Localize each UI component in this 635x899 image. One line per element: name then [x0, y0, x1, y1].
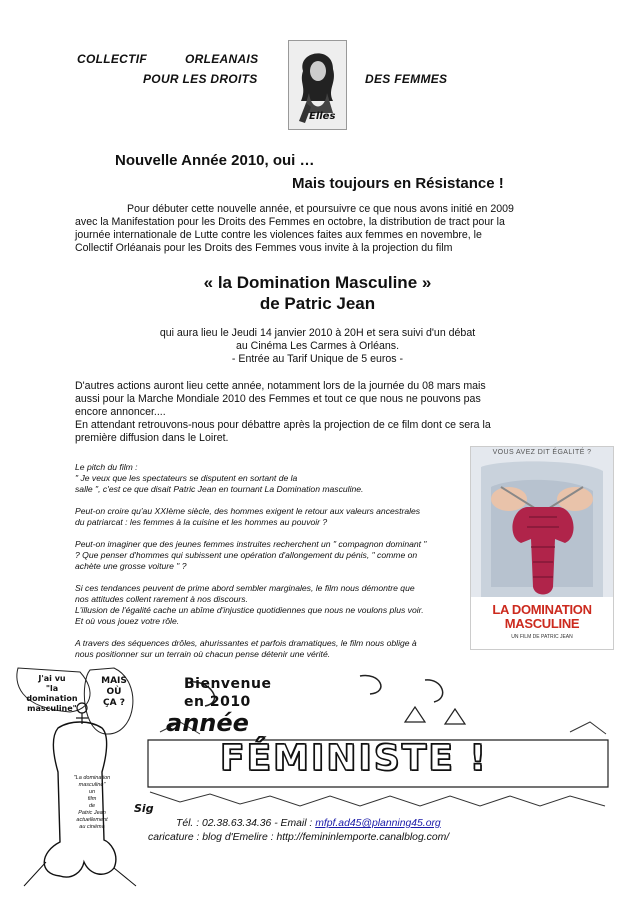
- poster-tagline: VOUS AVEZ DIT ÉGALITÉ ?: [492, 449, 592, 456]
- welcome-line1: Bienvenue: [184, 676, 272, 692]
- collective-logo: [288, 40, 347, 130]
- org-name-line1-left: COLLECTIF: [77, 52, 148, 66]
- film-poster: [470, 446, 614, 650]
- feministe-banner: FÉMINISTE !: [220, 738, 488, 779]
- poster-credit: UN FILM DE PATRIC JEAN: [511, 634, 573, 640]
- headline-line1: Nouvelle Année 2010, oui …: [115, 152, 315, 169]
- welcome-line2: en 2010: [184, 694, 251, 710]
- cartoon-body-note: "La domination masculine" un film de Patric Jean actuellement au cinéma: [73, 775, 111, 830]
- pitch-block: Peut-on croire qu'au XXIème siècle, des hommes exigent le retour aux valeurs ancestrales du patriarcat : les femmes à la cuisine et les hommes au pouvoir ?: [75, 506, 421, 527]
- cartoon-illustration: [10, 662, 610, 892]
- pitch-block: Le pitch du film : " Je veux que les spectateurs se disputent en sortant de la salle ", c'est ce que disait Patric Jean en tournant La Domination masculine.: [75, 462, 364, 494]
- film-title: « la Domination Masculine » de Patric Jean: [203, 273, 432, 313]
- pitch-block: A travers des séquences drôles, ahurissantes et parfois dramatiques, le film nous oblige à nous positionner sur un terrain où chacun pense détenir une vérité.: [75, 638, 417, 659]
- cartoon-bubble-left: J'ai vu "la domination masculine": [26, 674, 78, 713]
- actions-paragraph: D'autres actions auront lieu cette année, notamment lors de la journée du 08 mars mais aussi pour la Marche Mondiale 2010 des Femmes et tout ce que nous ne pouvons pas encore annoncer.... En attendant retrouvons-nous pour débattre après la projection de ce film dont ce sera la première diffusion dans le Loiret.: [75, 380, 491, 444]
- footer-contact: Tél. : 02.38.63.34.36 - Email : mfpf.ad45@planning45.org: [176, 818, 441, 829]
- headline-line2: Mais toujours en Résistance !: [292, 175, 504, 192]
- org-name-line2-right: DES FEMMES: [365, 72, 448, 86]
- intro-paragraph: Pour débuter cette nouvelle année, et poursuivre ce que nous avons initié en 2009 avec la Manifestation pour les Droits des Femmes en octobre, la distribution de tract pour la journée internationale de Lutte contre les violences faites aux femmes en novembre, le Collectif Orléanais pour les Droits des Femmes vous invite à la projection du film: [75, 203, 514, 254]
- film-pitch: [75, 462, 475, 660]
- pitch-block: Peut-on imaginer que des jeunes femmes instruites recherchent un " compagnon dominant " ? Que penser d'hommes qui subissent une opération d'allongement du pénis, " comme on achète une grosse voiture " ?: [75, 539, 427, 571]
- poster-title: LA DOMINATION MASCULINE: [492, 602, 592, 631]
- logo-signature: Elles: [309, 111, 336, 122]
- email-link[interactable]: mfpf.ad45@planning45.org: [315, 818, 441, 829]
- cartoon-bubble-right: MAIS OÙ ÇA ?: [101, 676, 127, 708]
- org-name-line2-left: POUR LES DROITS: [143, 72, 258, 86]
- org-name-line1-right: ORLEANAIS: [185, 52, 259, 66]
- footer-credit[interactable]: caricature : blog d'Emelire : http://femininlemporte.canalblog.com/: [148, 832, 450, 843]
- welcome-line3: année: [166, 709, 249, 737]
- event-details: qui aura lieu le Jeudi 14 janvier 2010 à 20H et sera suivi d'un débat au Cinéma Les Carmes à Orléans. - Entrée au Tarif Unique de 5 euros -: [159, 327, 476, 365]
- cartoon-signature: Sig: [134, 802, 154, 815]
- pitch-block: Si ces tendances peuvent de prime abord sembler marginales, le film nous démontre que nos attitudes collent rarement à nos discours. L'illusion de l'égalité cache un abîme d'injustice quotidiennes que nous ne voulons plus voir. Et où vous jouez votre rôle.: [75, 583, 424, 626]
